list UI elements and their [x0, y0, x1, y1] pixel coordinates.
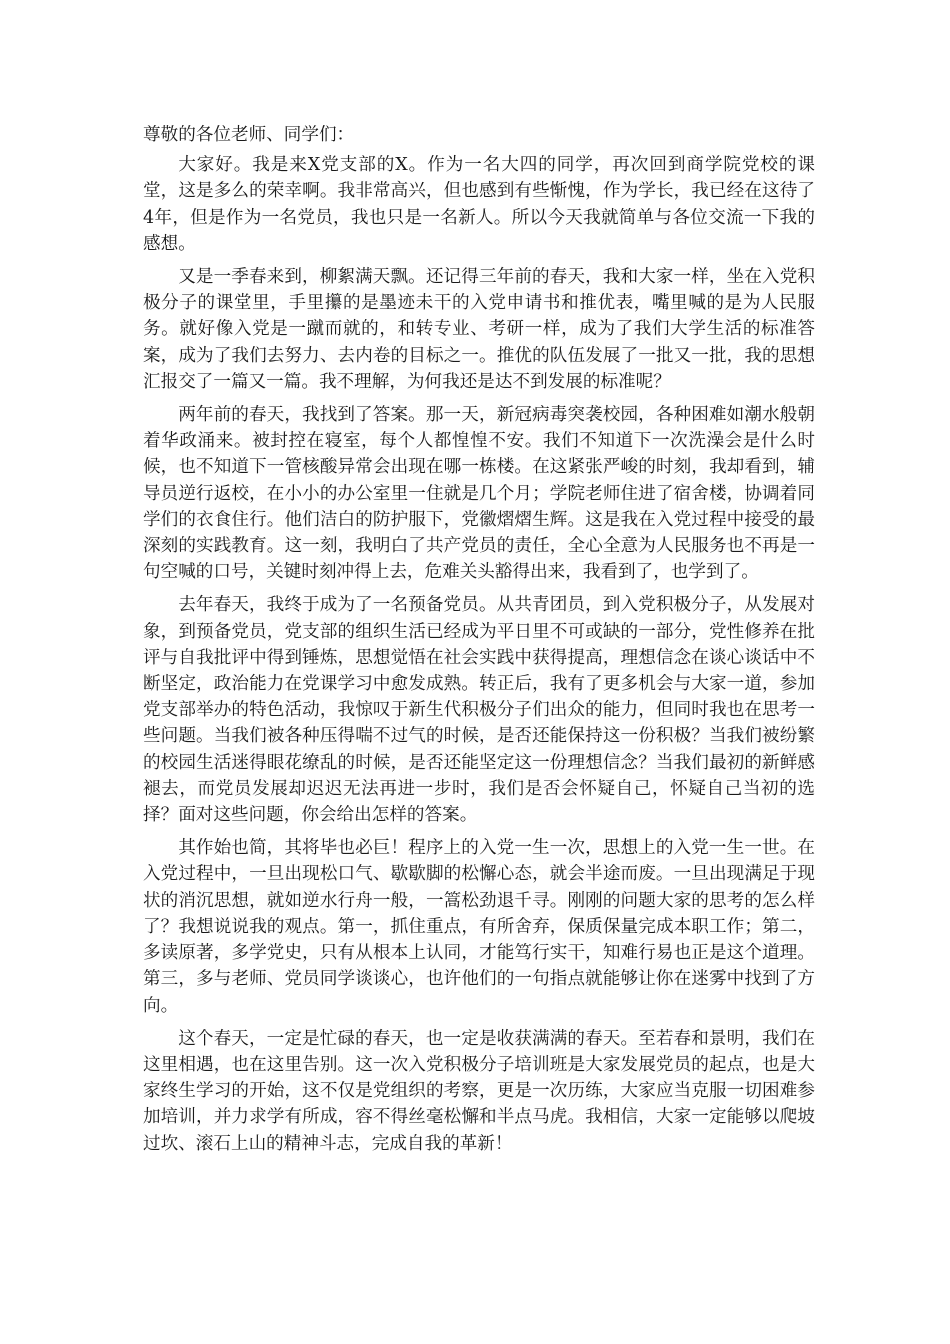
paragraph-2: 又是一季春来到，柳絮满天飘。还记得三年前的春天，我和大家一样，坐在入党积极分子的课堂里，手里攥的是墨迹未干的入党申请书和推优表，嘴里喊的是为人民服务。就好像入党是一蹴而就的，和转专业、考研一样，成为了我们大学生活的标准答案，成为了我们去努力、去内卷的目标之一。推优的队伍发展了一批又一批，我的思想汇报交了一篇又一篇。我不理解，为何我还是达不到发展的标准呢？ — [143, 267, 815, 392]
paragraph-4: 去年春天，我终于成为了一名预备党员。从共青团员，到入党积极分子，从发展对象，到预备党员，党支部的组织生活已经成为平日里不可或缺的一部分，党性修养在批评与自我批评中得到锤炼，思想觉悟在社会实践中获得提高，理想信念在谈心谈话中不断坚定，政治能力在党课学习中愈发成熟。转正后，我有了更多机会与大家一道，参加党支部举办的特色活动，我惊叹于新生代积极分子们出众的能力，但同时我也在思考一些问题。当我们被各种压得喘不过气的时候，是否还能保持这一份积极？当我们被纷繁的校园生活迷得眼花缭乱的时候，是否还能坚定这一份理想信念？当我们最初的新鲜感褪去，而党员发展却迟迟无法再进一步时，我们是否会怀疑自己，怀疑自己当初的选择？面对这些问题，你会给出怎样的答案。 — [143, 595, 815, 826]
document-body — [143, 122, 815, 1157]
greeting-line: 尊敬的各位老师、同学们： — [143, 125, 355, 145]
paragraph-6: 这个春天，一定是忙碌的春天，也一定是收获满满的春天。至若春和景明，我们在这里相遇，也在这里告别。这一次入党积极分子培训班是大家发展党员的起点，也是大家终生学习的开始，这不仅是党组织的考察，更是一次历练，大家应当克服一切困难参加培训，并力求学有所成，容不得丝毫松懈和半点马虎。我相信，大家一定能够以爬坡过坎、滚石上山的精神斗志，完成自我的革新！ — [143, 1028, 815, 1154]
paragraph-1: 大家好。我是来X党支部的X。作为一名大四的同学，再次回到商学院党校的课堂，这是多么的荣幸啊。我非常高兴，但也感到有些惭愧，作为学长，我已经在这待了4年，但是作为一名党员，我也只是一名新人。所以今天我就简单与各位交流一下我的感想。 — [143, 155, 815, 254]
paragraph-3: 两年前的春天，我找到了答案。那一天，新冠病毒突袭校园，各种困难如潮水般朝着华政涌来。被封控在寝室，每个人都惶惶不安。我们不知道下一次洗澡会是什么时候，也不知道下一管核酸异常会出现在哪一栋楼。在这紧张严峻的时刻，我却看到，辅导员逆行返校，在小小的办公室里一住就是几个月；学院老师住进了宿舍楼，协调着同学们的衣食住行。他们洁白的防护服下，党徽熠熠生辉。这是我在入党过程中接受的最深刻的实践教育。这一刻，我明白了共产党员的责任，全心全意为人民服务也不再是一句空喊的口号，关键时刻冲得上去，危难关头豁得出来，我看到了，也学到了。 — [143, 405, 815, 583]
paragraph-5: 其作始也简，其将毕也必巨！程序上的入党一生一次，思想上的入党一生一世。在入党过程中，一旦出现松口气、歇歇脚的松懈心态，就会半途而废。一旦出现满足于现状的消沉思想，就如逆水行舟一般，一篙松劲退千寻。刚刚的问题大家的思考的怎么样了？我想说说我的观点。第一，抓住重点，有所舍弃，保质保量完成本职工作；第二，多读原著，多学党史，只有从根本上认同，才能笃行实干，知难行易也正是这个道理。第三，多与老师、党员同学谈谈心，也许他们的一句指点就能够让你在迷雾中找到了方向。 — [143, 838, 815, 1016]
